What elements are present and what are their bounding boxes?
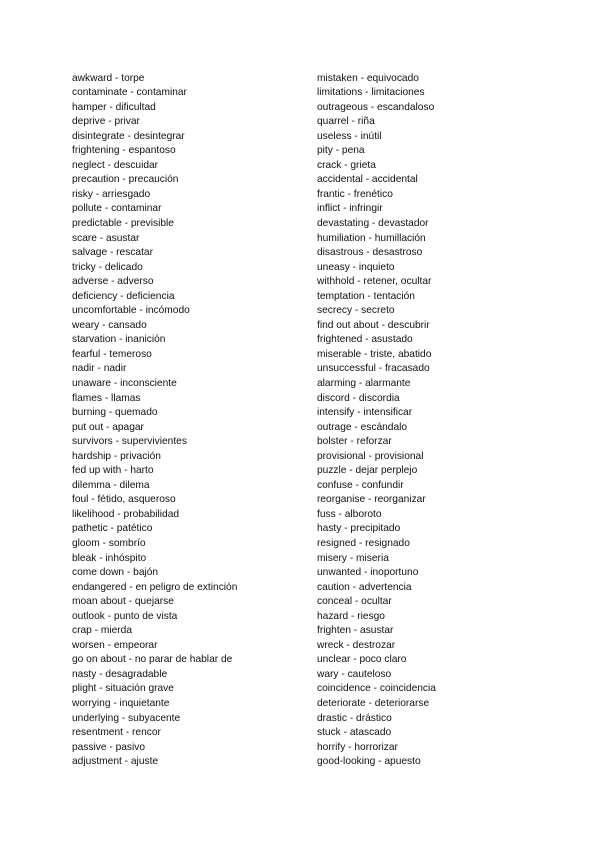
vocabulary-entry: risky - arriesgado	[72, 188, 151, 200]
vocabulary-entry: outrage - escándalo	[317, 421, 408, 433]
vocabulary-entry: intensify - intensificar	[317, 407, 413, 419]
vocabulary-entry: unclear - poco claro	[317, 654, 407, 666]
vocabulary-entry: wary - cauteloso	[317, 668, 392, 680]
vocabulary-entry: nadir - nadir	[72, 363, 127, 375]
vocabulary-entry: likelihood - probabilidad	[72, 508, 180, 520]
vocabulary-entry: endangered - en peligro de extinción	[72, 581, 238, 593]
vocabulary-entry: reorganise - reorganizar	[317, 494, 426, 506]
vocabulary-entry: misery - miseria	[317, 552, 389, 564]
vocabulary-entry: predictable - previsible	[72, 217, 174, 229]
vocabulary-entry: frightened - asustado	[317, 334, 413, 346]
vocabulary-entry: pity - pena	[317, 145, 365, 157]
vocabulary-entry: frightening - espantoso	[72, 145, 176, 157]
vocabulary-entry: hamper - dificultad	[72, 101, 156, 113]
vocabulary-entry: passive - pasivo	[72, 741, 146, 753]
vocabulary-entry: underlying - subyacente	[72, 712, 181, 724]
vocabulary-entry: dilemma - dilema	[72, 479, 150, 491]
vocabulary-entry: pathetic - patético	[72, 523, 153, 535]
vocabulary-entry: pollute - contaminar	[72, 203, 162, 215]
vocabulary-entry: useless - inútil	[317, 130, 382, 142]
vocabulary-entry: uncomfortable - incómodo	[72, 305, 190, 317]
vocabulary-entry: alarming - alarmante	[317, 377, 411, 389]
vocabulary-entry: flames - llamas	[72, 392, 141, 404]
vocabulary-entry: unsuccessful - fracasado	[317, 363, 430, 375]
vocabulary-entry: quarrel - riña	[317, 116, 375, 128]
vocabulary-entry: caution - advertencia	[317, 581, 412, 593]
vocabulary-entry: uneasy - inquieto	[317, 261, 395, 273]
vocabulary-entry: deficiency - deficiencia	[72, 290, 175, 302]
vocabulary-entry: nasty - desagradable	[72, 668, 168, 680]
vocabulary-left-column	[72, 72, 302, 770]
vocabulary-entry: inflict - infringir	[317, 203, 383, 215]
vocabulary-entry: puzzle - dejar perplejo	[317, 465, 418, 477]
vocabulary-entry: survivors - supervivientes	[72, 436, 187, 448]
vocabulary-entry: disintegrate - desintegrar	[72, 130, 185, 142]
vocabulary-entry: frantic - frenético	[317, 188, 393, 200]
vocabulary-entry: withhold - retener, ocultar	[317, 276, 432, 288]
vocabulary-entry: horrify - horrorizar	[317, 741, 398, 753]
vocabulary-entry: go on about - no parar de hablar de	[72, 654, 233, 666]
vocabulary-entry: fed up with - harto	[72, 465, 154, 477]
vocabulary-entry: adverse - adverso	[72, 276, 154, 288]
vocabulary-entry: accidental - accidental	[317, 174, 418, 186]
vocabulary-entry: provisional - provisional	[317, 450, 424, 462]
vocabulary-entry: deprive - privar	[72, 116, 140, 128]
vocabulary-right-column	[317, 72, 547, 770]
vocabulary-entry: bleak - inhóspito	[72, 552, 147, 564]
vocabulary-entry: humiliation - humillación	[317, 232, 426, 244]
vocabulary-entry: hardship - privación	[72, 450, 161, 462]
vocabulary-entry: wreck - destrozar	[317, 639, 396, 651]
vocabulary-entry: awkward - torpe	[72, 72, 145, 84]
vocabulary-entry: weary - cansado	[72, 319, 147, 331]
vocabulary-entry: discord - discordia	[317, 392, 400, 404]
vocabulary-entry: worsen - empeorar	[72, 639, 158, 651]
vocabulary-entry: gloom - sombrío	[72, 538, 146, 549]
vocabulary-entry: outrageous - escandaloso	[317, 101, 435, 113]
vocabulary-entry: crap - mierda	[72, 625, 133, 637]
vocabulary-entry: neglect - descuidar	[72, 159, 159, 171]
vocabulary-entry: limitations - limitaciones	[317, 87, 425, 99]
vocabulary-entry: unwanted - inoportuno	[317, 567, 419, 579]
vocabulary-entry: drastic - drástico	[317, 712, 392, 724]
vocabulary-entry: fearful - temeroso	[72, 348, 152, 360]
vocabulary-entry: resentment - rencor	[72, 727, 161, 739]
vocabulary-entry: salvage - rescatar	[72, 247, 153, 259]
vocabulary-entry: worrying - inquietante	[72, 698, 170, 710]
vocabulary-entry: deteriorate - deteriorarse	[317, 698, 430, 710]
vocabulary-entry: mistaken - equivocado	[317, 72, 419, 84]
vocabulary-entry: coincidence - coincidencia	[317, 683, 436, 695]
vocabulary-entry: crack - grieta	[317, 159, 376, 171]
vocabulary-entry: frighten - asustar	[317, 625, 394, 637]
vocabulary-entry: foul - fétido, asqueroso	[72, 494, 176, 506]
vocabulary-entry: adjustment - ajuste	[72, 756, 159, 768]
vocabulary-entry: good-looking - apuesto	[317, 756, 421, 768]
vocabulary-entry: starvation - inanición	[72, 334, 166, 346]
vocabulary-entry: conceal - ocultar	[317, 596, 392, 608]
vocabulary-entry: temptation - tentación	[317, 290, 415, 302]
vocabulary-entry: put out - apagar	[72, 421, 144, 433]
vocabulary-entry: disastrous - desastroso	[317, 247, 423, 259]
vocabulary-entry: resigned - resignado	[317, 538, 410, 549]
vocabulary-entry: devastating - devastador	[317, 217, 429, 229]
vocabulary-entry: find out about - descubrir	[317, 319, 430, 331]
vocabulary-entry: moan about - quejarse	[72, 596, 174, 608]
vocabulary-entry: scare - asustar	[72, 232, 140, 244]
vocabulary-entry: hazard - riesgo	[317, 610, 385, 622]
vocabulary-entry: bolster - reforzar	[317, 436, 392, 448]
vocabulary-entry: burning - quemado	[72, 407, 158, 419]
vocabulary-entry: plight - situación grave	[72, 683, 174, 695]
vocabulary-entry: confuse - confundir	[317, 479, 404, 491]
vocabulary-entry: unaware - inconsciente	[72, 377, 177, 389]
vocabulary-entry: stuck - atascado	[317, 727, 392, 739]
vocabulary-entry: fuss - alboroto	[317, 508, 382, 520]
vocabulary-entry: come down - bajón	[72, 567, 159, 579]
vocabulary-entry: miserable - triste, abatido	[317, 348, 432, 360]
vocabulary-entry: contaminate - contaminar	[72, 87, 187, 99]
vocabulary-entry: tricky - delicado	[72, 261, 143, 273]
vocabulary-entry: secrecy - secreto	[317, 305, 395, 317]
vocabulary-entry: precaution - precaución	[72, 174, 179, 186]
vocabulary-entry: outlook - punto de vista	[72, 610, 178, 622]
vocabulary-entry: hasty - precipitado	[317, 523, 401, 535]
